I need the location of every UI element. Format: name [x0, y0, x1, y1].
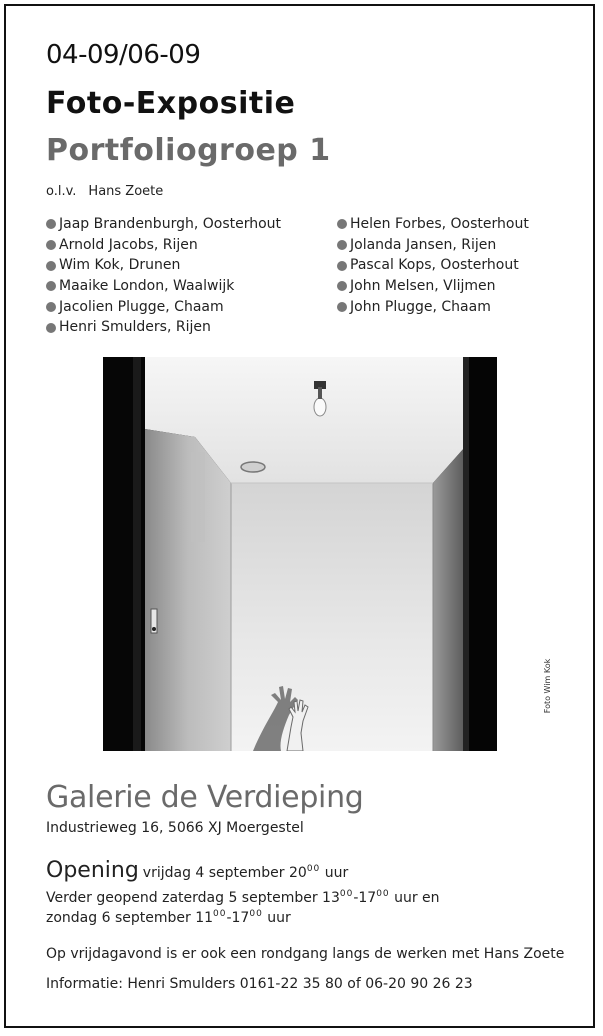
saturday-end-hour: -17 [353, 890, 377, 906]
saturday-suffix: uur en [394, 890, 440, 906]
saturday-start-minutes: 00 [339, 889, 354, 899]
saturday-text: Verder geopend zaterdag 5 september 13 [46, 890, 340, 906]
sunday-start-minutes: 00 [213, 909, 227, 919]
opening-hours-sunday [46, 910, 291, 926]
bullet-icon [46, 219, 56, 229]
list-item [337, 297, 529, 318]
participant-name: Arnold Jacobs, Rijen [59, 236, 198, 253]
list-item [337, 276, 529, 297]
participant-name: Maaike London, Waalwijk [59, 278, 235, 295]
saturday-end-minutes: 00 [376, 889, 390, 899]
exhibition-dates: 04-09/06-09 [46, 40, 201, 70]
olv-label: o.l.v. [46, 184, 77, 199]
participants-list-right [337, 214, 529, 317]
list-item [46, 255, 281, 276]
list-item [337, 214, 529, 235]
bullet-icon [46, 261, 56, 271]
list-item [46, 317, 281, 338]
sunday-text: zondag 6 september 11 [46, 910, 214, 926]
opening-suffix: uur [324, 865, 349, 881]
supervisor-line [46, 184, 163, 199]
bullet-icon [46, 302, 56, 312]
gallery-address: Industrieweg 16, 5066 XJ Moergestel [46, 820, 304, 836]
tour-note: Op vrijdagavond is er ook een rondgang langs de werken met Hans Zoete [46, 946, 565, 962]
exhibition-photo [103, 357, 497, 751]
gallery-name: Galerie de Verdieping [46, 780, 364, 815]
bullet-icon [46, 281, 56, 291]
opening-day: vrijdag 4 september 20 [142, 865, 307, 881]
exhibition-title: Foto-Expositie [46, 86, 296, 121]
bullet-icon [337, 261, 347, 271]
participant-name: Wim Kok, Drunen [59, 257, 181, 274]
list-item [337, 235, 529, 256]
sunday-suffix: uur [267, 910, 291, 926]
photo-credit: Foto Wim Kok [543, 658, 552, 714]
list-item [337, 255, 529, 276]
bullet-icon [337, 281, 347, 291]
contact-info: Informatie: Henri Smulders 0161-22 35 80 of 06-20 90 26 23 [46, 976, 473, 992]
sunday-end-hour: -17 [226, 910, 250, 926]
bullet-icon [46, 323, 56, 333]
participant-name: Henri Smulders, Rijen [59, 319, 211, 336]
bullet-icon [46, 240, 56, 250]
list-item [46, 214, 281, 235]
participant-name: Jaap Brandenburgh, Oosterhout [59, 216, 282, 232]
opening-time-minutes: 00 [306, 864, 321, 874]
opening-hours-saturday [46, 890, 440, 906]
list-item [46, 297, 281, 318]
participant-name: Jacolien Plugge, Chaam [59, 298, 224, 315]
participant-name: John Melsen, Vlijmen [350, 278, 496, 295]
participant-name: Pascal Kops, Oosterhout [350, 257, 519, 274]
participant-name: John Plugge, Chaam [350, 298, 491, 315]
exhibition-subtitle: Portfoliogroep 1 [46, 133, 331, 168]
bullet-icon [337, 219, 347, 229]
supervisor-name: Hans Zoete [88, 184, 164, 199]
participants-list-left [46, 214, 281, 338]
participant-name: Jolanda Jansen, Rijen [350, 236, 497, 253]
list-item [46, 235, 281, 256]
opening-label: Opening [46, 858, 139, 883]
participant-name: Helen Forbes, Oosterhout [350, 216, 529, 232]
bullet-icon [337, 302, 347, 312]
opening-line [46, 858, 348, 883]
sunday-end-minutes: 00 [249, 909, 263, 919]
bullet-icon [337, 240, 347, 250]
list-item [46, 276, 281, 297]
